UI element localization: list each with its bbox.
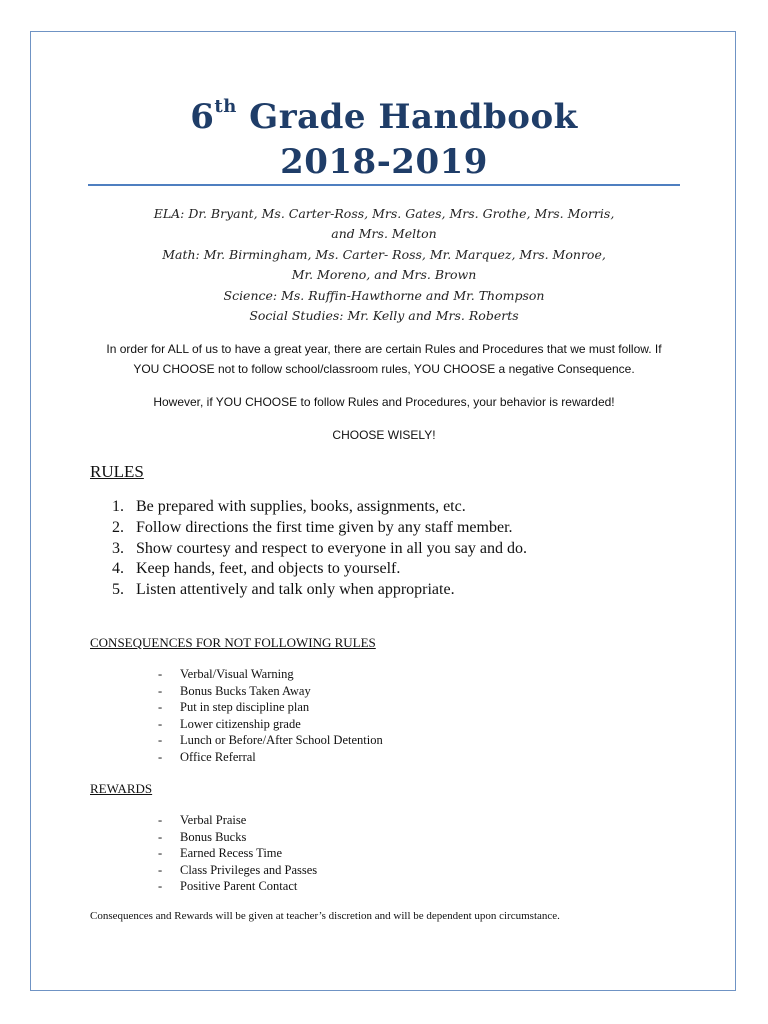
list-item: 4. Keep hands, feet, and objects to yourself. bbox=[112, 560, 401, 578]
list-item: - Lunch or Before/After School Detention bbox=[158, 733, 383, 747]
rewards-list bbox=[158, 812, 317, 895]
list-item: - Put in step discipline plan bbox=[158, 700, 310, 714]
list-item: - Verbal/Visual Warning bbox=[158, 667, 294, 681]
intro-text: YOU CHOOSE not to follow school/classroom rules, YOU CHOOSE a negative Consequence. bbox=[133, 362, 635, 376]
list-item: 3. Show courtesy and respect to everyone in all you say and do. bbox=[112, 539, 528, 557]
consequences-heading: CONSEQUENCES FOR NOT FOLLOWING RULES bbox=[90, 635, 376, 650]
staff-line: ELA: Dr. Bryant, Ms. Carter-Ross, Mrs. Gates, Mrs. Grothe, Mrs. Morris, bbox=[153, 206, 615, 221]
rules-heading: RULES bbox=[90, 462, 144, 481]
choose-wisely: CHOOSE WISELY! bbox=[332, 428, 436, 442]
staff-line: Science: Ms. Ruffin-Hawthorne and Mr. Thompson bbox=[223, 288, 545, 303]
list-item: - Earned Recess Time bbox=[158, 846, 283, 860]
list-item: - Positive Parent Contact bbox=[158, 879, 298, 893]
intro-text: In order for ALL of us to have a great year, there are certain Rules and Procedures that we must follow. If bbox=[106, 342, 662, 356]
list-item: - Bonus Bucks bbox=[158, 829, 247, 844]
list-item: 2. Follow directions the first time given by any staff member. bbox=[112, 518, 513, 536]
rewards-heading: REWARDS bbox=[90, 781, 153, 796]
list-item: - Lower citizenship grade bbox=[158, 716, 301, 731]
rules-list bbox=[90, 497, 527, 601]
consequences-list bbox=[158, 666, 383, 765]
intro-text: However, if YOU CHOOSE to follow Rules and Procedures, your behavior is rewarded! bbox=[153, 395, 615, 409]
list-item: 1. Be prepared with supplies, books, assignments, etc. bbox=[112, 498, 466, 515]
staff-line: and Mrs. Melton bbox=[331, 226, 437, 241]
staff-line: Social Studies: Mr. Kelly and Mrs. Roberts bbox=[249, 308, 519, 323]
title-divider bbox=[88, 184, 680, 186]
school-year: 2018-2019 bbox=[280, 142, 488, 182]
list-item: - Office Referral bbox=[158, 749, 256, 764]
list-item: - Class Privileges and Passes bbox=[158, 862, 318, 877]
staff-line: Mr. Moreno, and Mrs. Brown bbox=[291, 267, 477, 282]
list-item: 5. Listen attentively and talk only when appropriate. bbox=[112, 581, 455, 599]
staff-line: Math: Mr. Birmingham, Ms. Carter- Ross, Mr. Marquez, Mrs. Monroe, bbox=[162, 247, 606, 262]
page-title: 6th Grade Handbook bbox=[190, 95, 578, 137]
footer-note: Consequences and Rewards will be given at teacher’s discretion and will be dependent upon circumstance. bbox=[90, 910, 560, 922]
list-item: - Verbal Praise bbox=[158, 813, 247, 827]
list-item: - Bonus Bucks Taken Away bbox=[158, 683, 311, 698]
